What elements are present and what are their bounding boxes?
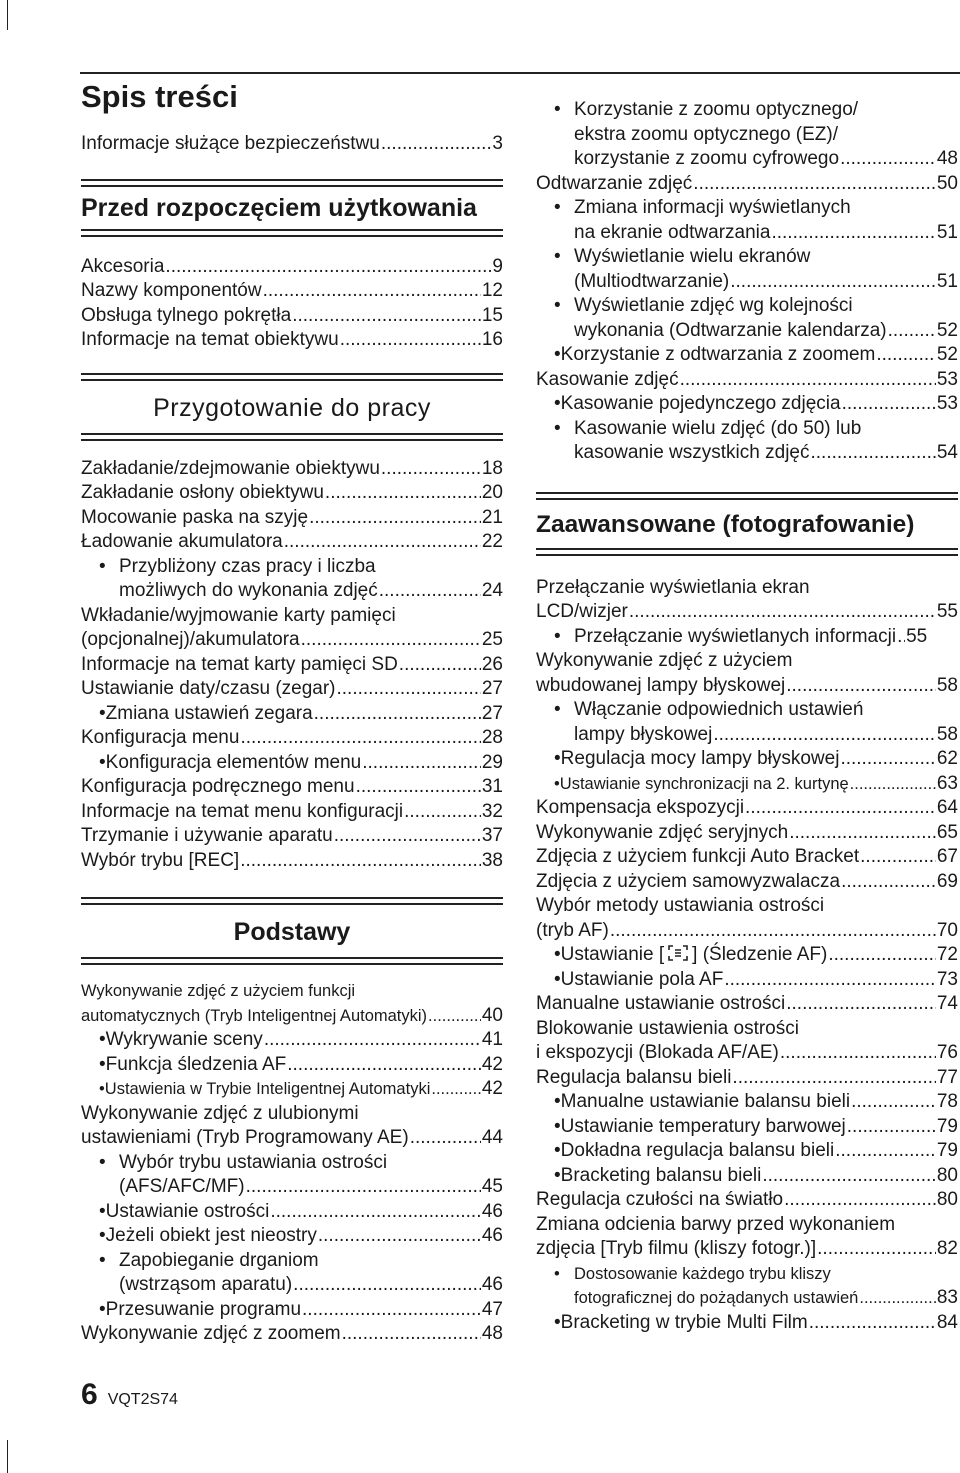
toc-subentry[interactable]: • Manualne ustawianie balansu bieli ..... 78	[536, 1090, 958, 1115]
bullet-icon: •	[99, 1200, 106, 1222]
toc-entry[interactable]: Informacje na temat karty pamięci SD ..... 26	[81, 653, 503, 678]
toc-subentry[interactable]: • Korzystanie z zoomu optycznego/	[536, 98, 958, 123]
toc-entry[interactable]: Wybór metody ustawiania ostrości	[536, 895, 825, 916]
bullet-icon: •	[554, 748, 561, 769]
toc-entry[interactable]: Kasowanie zdjęć ..... 53	[536, 368, 958, 393]
toc-subentry[interactable]: • Wykrywanie sceny ..... 41	[81, 1028, 503, 1053]
bullet-icon: •	[554, 1164, 561, 1186]
top-rule	[80, 72, 960, 74]
toc-subentry[interactable]: (wstrząsom aparatu) ..... 46	[81, 1273, 503, 1298]
toc-entry[interactable]: LCD/wizjer ..... 55	[536, 600, 958, 625]
toc-entry[interactable]: Mocowanie paska na szyję ..... 21	[81, 506, 503, 531]
toc-subentry[interactable]: korzystanie z zoomu cyfrowego ..... 48	[536, 147, 958, 172]
toc-entry[interactable]: (opcjonalnej)/akumulatora ..... 25	[81, 628, 503, 653]
toc-entry[interactable]: Trzymanie i używanie aparatu ..... 37	[81, 824, 503, 849]
toc-subentry[interactable]: • Korzystanie z odtwarzania z zoomem ..... 52	[536, 343, 958, 368]
toc-entry[interactable]: Zakładanie osłony obiektywu ..... 20	[81, 481, 503, 506]
page-number: 6	[81, 1378, 98, 1411]
bullet-icon: •	[554, 1140, 561, 1161]
toc-entry[interactable]: Konfiguracja podręcznego menu ..... 31	[81, 775, 503, 800]
toc-entry[interactable]: i ekspozycji (Blokada AF/AE) ..... 76	[536, 1041, 958, 1066]
bullet-icon: •	[554, 699, 561, 720]
toc-subentry[interactable]: • Wybór trybu ustawiania ostrości	[81, 1151, 503, 1176]
toc-entry[interactable]: Ustawianie daty/czasu (zegar) ..... 27	[81, 677, 503, 702]
toc-subentry[interactable]: (Multiodtwarzanie) ..... 51	[536, 270, 958, 295]
bullet-icon: •	[554, 1311, 561, 1333]
toc-subentry[interactable]: • Wyświetlanie wielu ekranów	[536, 245, 958, 270]
page-title: Spis treści	[81, 79, 238, 114]
toc-subentry[interactable]: • Dokładna regulacja balansu bieli ..... 79	[536, 1139, 958, 1164]
toc-entry[interactable]: Kompensacja ekspozycji ..... 64	[536, 796, 958, 821]
right-column	[536, 98, 958, 1335]
bullet-icon: •	[554, 1115, 561, 1137]
bullet-icon: •	[554, 393, 561, 414]
toc-subentry[interactable]: • Wyświetlanie zdjęć wg kolejności	[536, 294, 958, 319]
toc-entry[interactable]: Wkładanie/wyjmowanie karty pamięci	[81, 604, 396, 626]
toc-subentry[interactable]: • Ustawianie synchronizacji na 2. kurtynę ..... 63	[536, 772, 958, 797]
bullet-icon: •	[99, 751, 106, 773]
toc-entry[interactable]: wbudowanej lampy błyskowej ..... 58	[536, 674, 958, 699]
toc-entry[interactable]: Blokowanie ustawienia ostrości	[536, 1017, 799, 1039]
toc-subentry[interactable]: • Ustawianie pola AF ..... 73	[536, 968, 958, 993]
bullet-icon: •	[99, 702, 106, 724]
section-title: Przygotowanie do pracy	[153, 393, 431, 422]
toc-subentry[interactable]: • Przybliżony czas pracy i liczba	[81, 555, 503, 580]
toc-subentry[interactable]: (AFS/AFC/MF) ..... 45	[81, 1175, 503, 1200]
toc-entry[interactable]: Wykonywanie zdjęć z użyciem	[536, 650, 793, 671]
crop-mark-top	[7, 0, 8, 30]
bullet-icon: •	[554, 774, 560, 793]
toc-entry[interactable]: Informacje na temat menu konfiguracji ..... 32	[81, 800, 503, 825]
toc-entry[interactable]: Przełączanie wyświetlania ekran	[536, 576, 810, 598]
bullet-icon: •	[554, 944, 561, 965]
toc-subentry[interactable]: lampy błyskowej ..... 58	[536, 723, 958, 748]
toc-subentry[interactable]: • Regulacja mocy lampy błyskowej ..... 62	[536, 747, 958, 772]
toc-subentry[interactable]: • Jeżeli obiekt jest nieostry ..... 46	[81, 1224, 503, 1249]
bullet-icon: •	[99, 1151, 106, 1173]
toc-entry[interactable]: Odtwarzanie zdjęć ..... 50	[536, 172, 958, 197]
toc-entry[interactable]: Wykonywanie zdjęć seryjnych ..... 65	[536, 821, 958, 846]
bullet-icon: •	[554, 197, 561, 218]
toc-subentry[interactable]: • Ustawianie [ ] (Śledzenie AF) ..... 72	[536, 943, 958, 968]
bullet-icon: •	[99, 555, 106, 577]
bullet-icon: •	[99, 1029, 106, 1050]
toc-entry[interactable]: Zmiana odcienia barwy przed wykonaniem	[536, 1213, 896, 1235]
section-heading	[81, 179, 503, 237]
bullet-icon: •	[554, 344, 561, 365]
toc-entry[interactable]: Informacje służące bezpieczeństwu ..... 3	[81, 132, 503, 157]
toc-subentry[interactable]: • Kasowanie wielu zdjęć (do 50) lub	[536, 417, 958, 442]
toc-subentry[interactable]: • Zmiana ustawień zegara ..... 27	[81, 702, 503, 727]
toc-entry[interactable]: Regulacja czułości na światło ..... 80	[536, 1188, 958, 1213]
toc-subentry[interactable]: fotograficznej do pożądanych ustawień ..... 83	[536, 1286, 958, 1311]
bullet-icon: •	[554, 625, 561, 647]
toc-subentry[interactable]: • Ustawienia w Trybie Inteligentnej Automatyki ..... 42	[81, 1077, 503, 1102]
section-title: Zaawansowane (fotografowanie)	[536, 510, 915, 538]
toc-subentry[interactable]: ekstra zoomu optycznego (EZ)/	[574, 123, 838, 145]
toc-entry[interactable]: Zakładanie/zdejmowanie obiektywu ..... 18	[81, 457, 503, 482]
bullet-icon: •	[554, 246, 561, 267]
bullet-icon: •	[99, 1053, 106, 1075]
toc-subentry[interactable]: możliwych do wykonania zdjęć ..... 24	[81, 579, 503, 604]
toc-entry[interactable]: Informacje na temat obiektywu ..... 16	[81, 328, 503, 353]
bullet-icon: •	[99, 1249, 106, 1271]
toc-entry[interactable]: Konfiguracja menu ..... 28	[81, 726, 503, 751]
toc-entry[interactable]: Regulacja balansu bieli ..... 77	[536, 1066, 958, 1091]
bullet-icon: •	[554, 1091, 561, 1112]
bullet-icon: •	[99, 1225, 106, 1246]
section-title: Podstawy	[233, 918, 351, 946]
bullet-icon: •	[554, 1264, 560, 1283]
bullet-icon: •	[554, 968, 561, 990]
toc-subentry[interactable]: • Przesuwanie programu ..... 47	[81, 1298, 503, 1323]
document-code: VQT2S74	[107, 1391, 178, 1408]
toc-subentry[interactable]: • Kasowanie pojedynczego zdjęcia ..... 53	[536, 392, 958, 417]
section-heading	[81, 897, 503, 965]
toc-subentry[interactable]: • Funkcja śledzenia AF ..... 42	[81, 1053, 503, 1078]
section-heading	[536, 492, 958, 556]
toc-subentry[interactable]: wykonania (Odtwarzanie kalendarza) ..... 52	[536, 319, 958, 344]
toc-subentry[interactable]: • Zapobieganie drganiom	[81, 1249, 503, 1274]
toc-entry[interactable]: Zdjęcia z użyciem funkcji Auto Bracket ..... 67	[536, 845, 958, 870]
bullet-icon: •	[554, 295, 561, 316]
toc-subentry[interactable]: • Dostosowanie każdego trybu kliszy	[536, 1262, 958, 1287]
toc-subentry[interactable]: • Konfiguracja elementów menu ..... 29	[81, 751, 503, 776]
toc-subentry[interactable]: • Ustawianie temperatury barwowej ..... 79	[536, 1115, 958, 1140]
toc-entry[interactable]: Wykonywanie zdjęć z ulubionymi	[81, 1102, 359, 1124]
toc-entry[interactable]: zdjęcia [Tryb filmu (kliszy fotogr.)] ..... 82	[536, 1237, 958, 1262]
page-footer	[81, 1378, 178, 1412]
section-heading	[81, 373, 503, 441]
toc-entry[interactable]: (tryb AF) ..... 70	[536, 919, 958, 944]
toc-subentry[interactable]: na ekranie odtwarzania ..... 51	[536, 221, 958, 246]
section-title: Przed rozpoczęciem użytkowania	[81, 193, 477, 222]
bullet-icon: •	[554, 99, 561, 120]
bullet-icon: •	[99, 1080, 105, 1098]
toc-subentry[interactable]: • Ustawianie ostrości ..... 46	[81, 1200, 503, 1225]
left-column	[81, 78, 503, 1347]
af-tracking-icon	[667, 944, 689, 962]
toc-subentry[interactable]: • Włączanie odpowiednich ustawień	[536, 698, 958, 723]
toc-entry[interactable]: Manualne ustawianie ostrości ..... 74	[536, 992, 958, 1017]
toc-entry[interactable]: Wybór trybu [REC] ..... 38	[81, 849, 503, 874]
bullet-icon: •	[554, 417, 561, 439]
toc-subentry[interactable]: kasowanie wszystkich zdjęć ..... 54	[536, 441, 958, 466]
toc-entry[interactable]: Nazwy komponentów ..... 12	[81, 279, 503, 304]
crop-mark-bottom	[7, 1440, 8, 1473]
toc-entry[interactable]: Obsługa tylnego pokrętła ..... 15	[81, 304, 503, 329]
toc-subentry[interactable]: • Przełączanie wyświetlanych informacji ..... 55	[536, 625, 958, 650]
toc-entry[interactable]: Akcesoria ..... 9	[81, 255, 503, 280]
toc-subentry[interactable]: • Bracketing w trybie Multi Film ..... 84	[536, 1311, 958, 1336]
toc-entry[interactable]: Zdjęcia z użyciem samowyzwalacza ..... 69	[536, 870, 958, 895]
toc-entry[interactable]: ustawieniami (Tryb Programowany AE) ..... 44	[81, 1126, 503, 1151]
bullet-icon: •	[99, 1298, 106, 1320]
toc-entry[interactable]: automatycznych (Tryb Inteligentnej Automatyki) ..... 40	[81, 1004, 503, 1029]
toc-subentry[interactable]: • Bracketing balansu bieli ..... 80	[536, 1164, 958, 1189]
toc-entry[interactable]: Ładowanie akumulatora ..... 22	[81, 530, 503, 555]
toc-entry[interactable]: Wykonywanie zdjęć z użyciem funkcji	[81, 982, 356, 1000]
toc-subentry[interactable]: • Zmiana informacji wyświetlanych	[536, 196, 958, 221]
toc-entry[interactable]: Wykonywanie zdjęć z zoomem ..... 48	[81, 1322, 503, 1347]
